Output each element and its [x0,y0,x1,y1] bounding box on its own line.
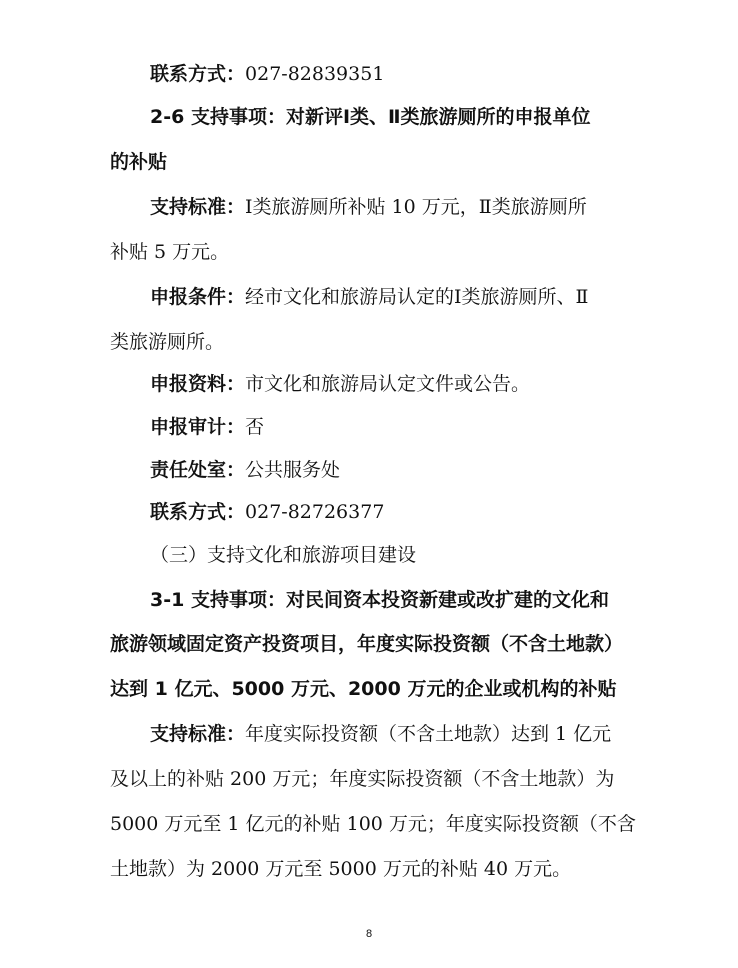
support-standard-3-1-cont-1: 及以上的补贴 200 万元；年度实际投资额（不含土地款）为 [110,768,615,790]
application-materials-label: 申报资料： [150,373,246,395]
contact-label: 联系方式： [150,63,246,85]
item-3-1-heading-cont-2: 达到 1 亿元、5000 万元、2000 万元的企业或机构的补贴 [110,678,617,700]
responsible-office-text: 公共服务处 [245,459,341,481]
item-2-6-heading-cont: 的补贴 [110,151,168,173]
audit-label: 申报审计： [150,416,246,438]
support-standard-3-1-cont-2: 5000 万元至 1 亿元的补贴 100 万元；年度实际投资额（不含 [110,813,636,835]
responsible-office-line [150,458,738,482]
support-standard-line [150,195,738,219]
application-materials-text: 市文化和旅游局认定文件或公告。 [245,373,531,395]
contact-phone: 027-82726377 [245,501,385,523]
support-standard-label: 支持标准： [150,196,246,218]
support-standard-text: Ⅰ类旅游厕所补贴 10 万元，Ⅱ类旅游厕所 [245,196,587,218]
page-number: 8 [365,928,373,940]
item-3-1-heading-cont-1: 旅游领域固定资产投资项目，年度实际投资额（不含土地款） [110,633,624,655]
support-standard-3-1-cont-3: 土地款）为 2000 万元至 5000 万元的补贴 40 万元。 [110,858,572,880]
support-standard-label: 支持标准： [150,723,246,745]
application-materials-line [150,372,738,396]
contact-line-1 [150,62,738,86]
support-standard-cont: 补贴 5 万元。 [110,241,230,263]
audit-line [150,415,738,439]
responsible-office-label: 责任处室： [150,459,246,481]
application-condition-cont: 类旅游厕所。 [110,331,225,353]
item-3-1-heading: 3-1 支持事项：对民间资本投资新建或改扩建的文化和 [150,589,609,611]
application-condition-line [150,285,738,309]
support-standard-3-1-line [150,722,738,746]
item-2-6-heading: 2-6 支持事项：对新评Ⅰ类、Ⅱ类旅游厕所的申报单位 [150,106,591,128]
application-condition-label: 申报条件： [150,286,246,308]
audit-text: 否 [245,416,265,438]
contact-line-2 [150,500,738,524]
support-standard-text: 年度实际投资额（不含土地款）达到 1 亿元 [245,723,612,745]
contact-phone: 027-82839351 [245,63,385,85]
application-condition-text: 经市文化和旅游局认定的Ⅰ类旅游厕所、Ⅱ [245,286,589,308]
contact-label: 联系方式： [150,501,246,523]
section-3-heading: （三）支持文化和旅游项目建设 [150,544,417,566]
